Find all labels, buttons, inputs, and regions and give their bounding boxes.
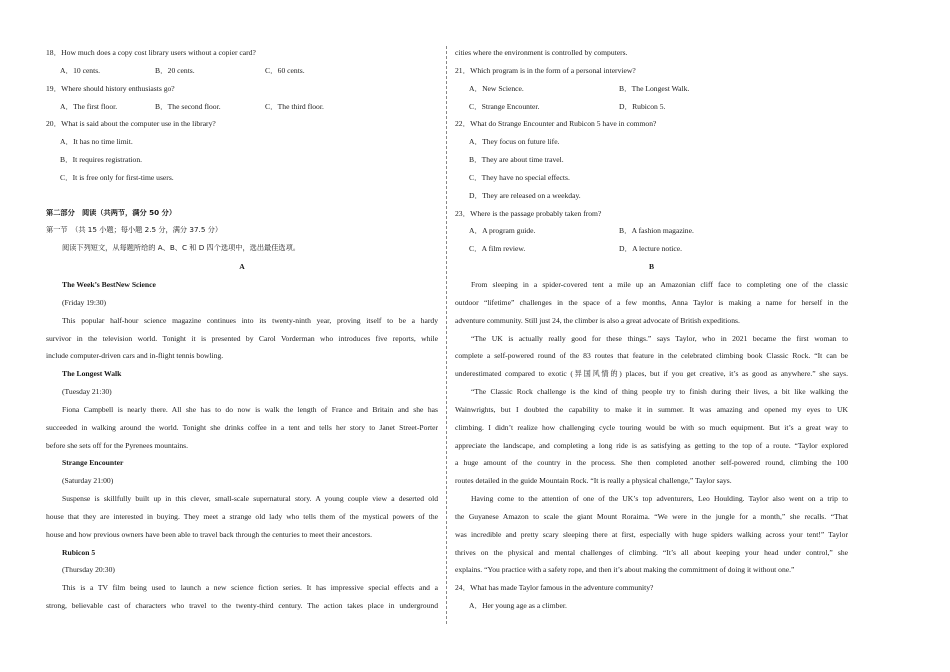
section-title: 第一节 （共 15 小题；每小题 2.5 分，满分 37.5 分） [46, 226, 223, 235]
option-a[interactable]: A．The first floor. [60, 101, 118, 111]
question-20-stem: 20．What is said about the computer use in the library? [46, 119, 216, 129]
part-title: 第二部分 阅读（共两节，满分 50 分） [46, 208, 177, 217]
passage-b-label: B [648, 262, 655, 272]
program-text-line: survivor in the television world. Tonight it is presented by Carol Vorderman who introduces five reports, while [46, 333, 438, 343]
passage-line: explains. “You practice with a safety rope, and then it’s about making the commitment of doing it without one.” [455, 565, 795, 575]
question-19-options [46, 102, 438, 120]
passage-fragment: ) places, but if you get creative, it’s as good as anywhere.” she says. [619, 369, 848, 379]
program-text-line: This popular half-hour science magazine continues into its twenty-ninth year, proving itself to be a hardy [62, 315, 438, 325]
option-b[interactable]: B．20 cents. [155, 65, 195, 75]
question-18-stem: 18．How much does a copy cost library users without a copier card? [46, 48, 256, 57]
program-time: (Tuesday 21:30) [62, 387, 112, 397]
program-text-line: before she sets off for the Pyrenees mountains. [46, 440, 188, 450]
left-column [46, 48, 438, 619]
question-23-options-row1 [455, 226, 848, 244]
program-text-line: succeeded in walking around the world. Tonight she drinks coffee in a tent and tells her story to Janet Street-Porter [46, 422, 438, 432]
option-a[interactable]: A．A program guide. [469, 226, 536, 236]
option-b[interactable]: B．The second floor. [155, 101, 221, 111]
question-24-stem: 24．What has made Taylor famous in the adventure community? [455, 583, 654, 593]
passage-line: “The UK is actually really good for these things.” says Taylor, who in 2021 became the first woman to [471, 333, 848, 343]
passage-line: “The Classic Rock challenge is the kind of thing people try to finish during their lives, a bit like walking the [471, 387, 848, 397]
option-c[interactable]: C．They have no special effects. [469, 172, 570, 182]
option-b[interactable]: B．They are about time travel. [469, 155, 564, 165]
option-b[interactable]: B．The Longest Walk. [619, 83, 690, 93]
question-21-stem: 21．Which program is in the form of a personal interview? [455, 65, 636, 75]
question-22-stem: 22．What do Strange Encounter and Rubicon 5 have in common? [455, 119, 657, 129]
option-c[interactable]: C．Strange Encounter. [469, 101, 540, 111]
question-21-options-row2 [455, 102, 848, 120]
passage-line [455, 369, 848, 387]
program-title: The Longest Walk [62, 369, 122, 379]
passage-fragment: underestimated compared to exotic ( [455, 369, 573, 379]
right-column [455, 48, 848, 619]
program-text-line: This is a TV film being used to launch a new science fiction series. It has impressive special effects and a [62, 583, 438, 593]
option-a[interactable]: A．Her young age as a climber. [469, 601, 567, 611]
program-text-line: Suspense is skillfully built up in this clever, small-scale supernatural story. A young couple view a deserted old [62, 494, 438, 504]
program-title: The Week’s BestNew Science [62, 279, 156, 289]
question-21-options-row1 [455, 84, 848, 102]
passage-line: Wainwrights, but I doubted the capability to make it in summer. It was amazing and opened my eyes to UK [455, 404, 848, 414]
option-d[interactable]: D．They are released on a weekday. [469, 190, 581, 200]
program-text-line: strong, believable cast of characters who travel to the twenty-third century. The action takes place in underground [46, 601, 438, 611]
passage-line: was incredible and pretty scary sleeping there at first, especially with huge spiders walking across your tent!” Taylor [455, 529, 848, 539]
question-23-stem: 23．Where is the passage probably taken from? [455, 208, 602, 218]
question-18-options [46, 66, 438, 84]
passage-line: appreciate the landscape, and completing a long ride is as satisfying as getting to the top of a route. “Taylor explored [455, 440, 848, 450]
option-c[interactable]: C．60 cents. [265, 65, 305, 75]
spacer [46, 191, 438, 209]
program-title: Strange Encounter [62, 458, 124, 468]
instruction: 阅读下列短文，从每题所给的 A、B、C 和 D 四个选项中，选出最佳选项。 [62, 244, 300, 253]
passage-line: climbing. I didn’t realize how challenging cycle touring would be with so much equipment. But it’s a great way to [455, 422, 848, 432]
passage-line: adventure community. Still just 24, the climber is also a great advocate of British expeditions. [455, 315, 740, 325]
program-time: (Friday 19:30) [62, 297, 107, 307]
column-divider [446, 46, 447, 624]
passage-line: a huge amount of the country in the process. She then completed another self-powered round, climbing the 100 [455, 458, 848, 468]
program-text-line: Fiona Campbell is nearly there. All she has to do now is walk the length of France and Britain and she has [62, 404, 438, 414]
passage-line: outdoor “lifetime” challenges in the space of a few months, Anna Taylor is making a name for herself in the [455, 297, 848, 307]
option-c[interactable]: C．It is free only for first-time users. [60, 172, 174, 182]
question-19-stem: 19．Where should history enthusiasts go? [46, 83, 175, 93]
chinese-gloss: 异国风情的 [572, 369, 620, 379]
passage-line: routes detailed in the guide Mountain Rock. “It is really a physical challenge,” Taylor says. [455, 476, 732, 486]
passage-a-label: A [239, 262, 245, 272]
passage-line: thrives on the physical and mental challenges of climbing. “It’s all about keeping your head under control,” she [455, 547, 848, 557]
option-b[interactable]: B．It requires registration. [60, 155, 143, 165]
question-23-options-row2 [455, 244, 848, 262]
program-text-line: house and how previous owners have been able to travel back through the centuries to meet their ancestors. [46, 529, 373, 539]
passage-line: From sleeping in a spider-covered tent a mile up an Amazonian cliff face to completing one of the classic [471, 279, 848, 289]
program-time: (Saturday 21:00) [62, 476, 114, 486]
option-d[interactable]: D．A lecture notice. [619, 244, 683, 254]
option-c[interactable]: C．A film review. [469, 244, 526, 254]
passage-line: Having come to the attention of one of the UK’s top adventurers, Leo Houlding. Taylor also went on a trip to [471, 494, 848, 504]
option-a[interactable]: A．It has no time limit. [60, 137, 133, 147]
option-d[interactable]: D．Rubicon 5. [619, 101, 666, 111]
program-text-line: cities where the environment is controlled by computers. [455, 48, 628, 57]
option-a[interactable]: A．10 cents. [60, 65, 101, 75]
program-title: Rubicon 5 [62, 547, 96, 557]
option-a[interactable]: A．New Science. [469, 83, 524, 93]
option-a[interactable]: A．They focus on future life. [469, 137, 560, 147]
program-time: (Thursday 20:30) [62, 565, 115, 575]
program-text-line: house that they are interested in buying. They meet a strange old lady who tells them of the mystical powers of the [46, 511, 438, 521]
passage-line: complete a self-powered round of the 83 routes that feature in the celebrated climbing book Classic Rock. “It can be [455, 351, 848, 361]
option-c[interactable]: C．The third floor. [265, 101, 324, 111]
program-text-line: include computer-driven cars and in-flight tennis bowling. [46, 351, 224, 361]
option-b[interactable]: B．A fashion magazine. [619, 226, 694, 236]
passage-line: the Guyanese Amazon to scale the giant Mount Roraima. “We were in the jungle for a month,” she recalls. “That [455, 511, 848, 521]
